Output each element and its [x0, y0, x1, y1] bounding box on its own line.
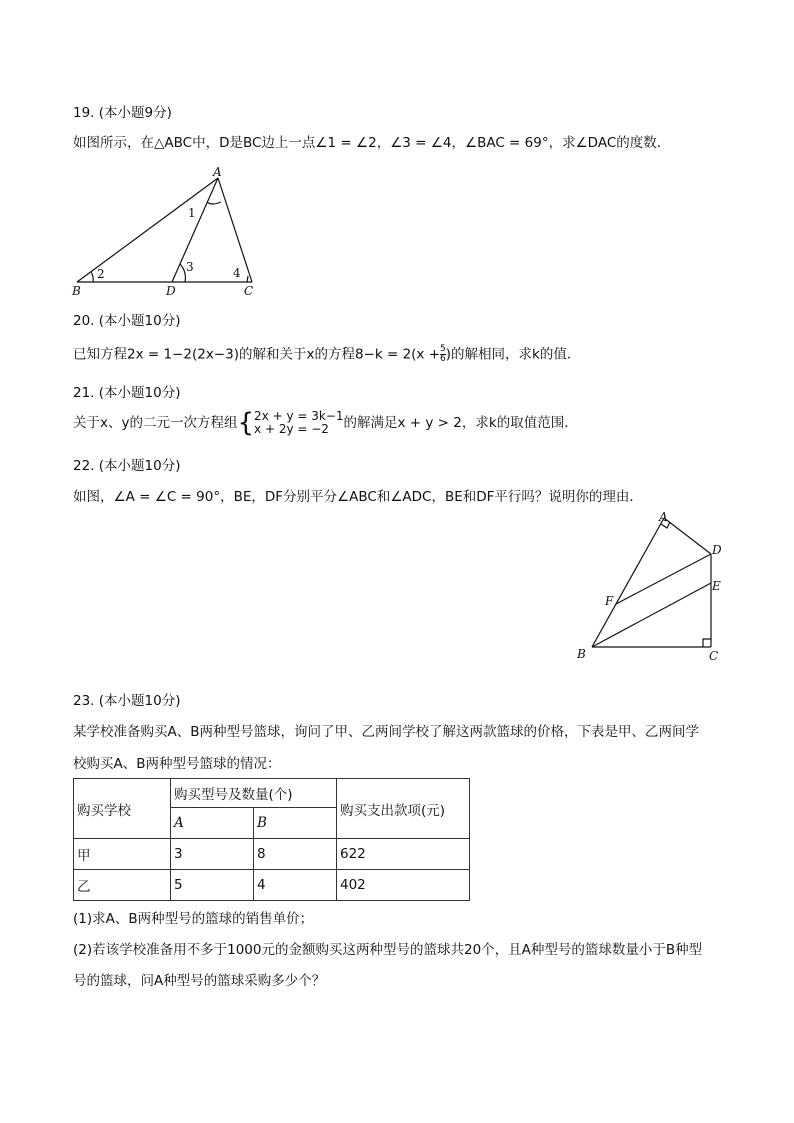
- table-cell-school: 甲: [74, 839, 171, 870]
- q21-header: 21. (本小题10分): [73, 385, 181, 401]
- q19-label-c: C: [244, 284, 254, 298]
- q19-text: 如图所示，在△ABC中，D是BC边上一点∠1 = ∠2，∠3 = ∠4，∠BAC = 69°，求∠DAC的度数．: [73, 135, 671, 151]
- table-cell-a: 3: [171, 839, 254, 870]
- q19-label-4: 4: [233, 266, 241, 280]
- q22-label-a: A: [659, 510, 668, 524]
- q19-angle-1-arc: [207, 202, 221, 204]
- q21-text-part-a: 关于x、y的二元一次方程组: [73, 415, 238, 431]
- q20-text: [73, 345, 580, 364]
- q22-label-e: E: [712, 579, 721, 593]
- table-cell-payment: 622: [337, 839, 470, 870]
- q19-label-d: D: [166, 284, 176, 298]
- q22-label-d: D: [712, 543, 722, 557]
- q21-equation-system: [254, 410, 343, 436]
- q19-label-b: B: [72, 284, 81, 298]
- q19-angle-3-arc: [180, 264, 185, 282]
- q20-fraction-numerator: 5: [440, 344, 446, 354]
- table-cell-b: 4: [254, 870, 337, 901]
- q21-equation-1: 2x + y = 3k−1: [254, 409, 344, 423]
- q22-edge-ad: [664, 518, 711, 554]
- q22-header: 22. (本小题10分): [73, 458, 181, 474]
- table-header-school: 购买学校: [74, 779, 171, 839]
- q19-label-1: 1: [188, 206, 196, 220]
- table-header-payment: 购买支出款项(元): [337, 779, 470, 839]
- q21-equation-2: x + 2y = −2: [254, 422, 329, 436]
- q19-angle-2-arc: [91, 272, 93, 282]
- q23-part-2-line-1: (2)若该学校准备用不多于1000元的金额购买这两种型号的篮球共20个，且A种型号的篮球数量小于B种型: [73, 942, 703, 958]
- q19-triangle-figure: [66, 164, 266, 300]
- table-header-row: [74, 779, 470, 808]
- q19-label-a: A: [213, 165, 222, 179]
- table-cell-school: 乙: [74, 870, 171, 901]
- q22-label-c: C: [709, 649, 719, 663]
- q19-edge-ad: [172, 178, 218, 282]
- table-header-model-b: B: [254, 808, 337, 839]
- q20-header: 20. (本小题10分): [73, 313, 181, 329]
- table-cell-b: 8: [254, 839, 337, 870]
- table-row: [74, 870, 470, 901]
- q23-part-1: (1)求A、B两种型号的篮球的销售单价；: [73, 911, 314, 927]
- q19-angle-4-arc: [247, 276, 248, 282]
- q19-label-3: 3: [186, 260, 194, 274]
- q19-label-2: 2: [97, 267, 105, 281]
- q20-text-part-b: )的解相同，求k的值．: [445, 346, 581, 363]
- q23-intro-line-2: 校购买A、B两种型号篮球的情况：: [73, 756, 281, 772]
- q22-text: 如图，∠A = ∠C = 90°，BE，DF分别平分∠ABC和∠ADC，BE和DF平行吗？说明你的理由．: [73, 489, 643, 505]
- table-cell-payment: 402: [337, 870, 470, 901]
- q19-header: 19. (本小题9分): [73, 105, 172, 121]
- q22-quadrilateral-figure: [572, 508, 732, 664]
- q20-text-part-a: 已知方程2x = 1−2(2x−3)的解和关于x的方程8−k = 2(x +: [73, 346, 441, 363]
- q21-text: [73, 409, 578, 437]
- table-cell-a: 5: [171, 870, 254, 901]
- q23-header: 23. (本小题10分): [73, 693, 181, 709]
- q20-fraction-denominator: 6: [440, 354, 446, 364]
- q21-text-part-b: 的解满足x + y > 2，求k的取值范围．: [343, 415, 578, 431]
- table-header-model-a: A: [171, 808, 254, 839]
- q21-system-brace: {: [237, 408, 255, 438]
- table-row: [74, 839, 470, 870]
- q23-part-2-line-2: 号的篮球，问A种型号的篮球采购多少个？: [73, 973, 326, 989]
- q23-intro-line-1: 某学校准备购买A、B两种型号篮球，询问了甲、乙两间学校了解这两款篮球的价格，下表是甲、乙两间学: [73, 724, 699, 740]
- q22-label-b: B: [577, 647, 586, 661]
- q23-purchase-table: [73, 778, 470, 901]
- q22-label-f: F: [605, 594, 614, 608]
- q22-right-angle-c: [703, 639, 711, 647]
- table-header-model-qty: 购买型号及数量(个): [171, 779, 337, 808]
